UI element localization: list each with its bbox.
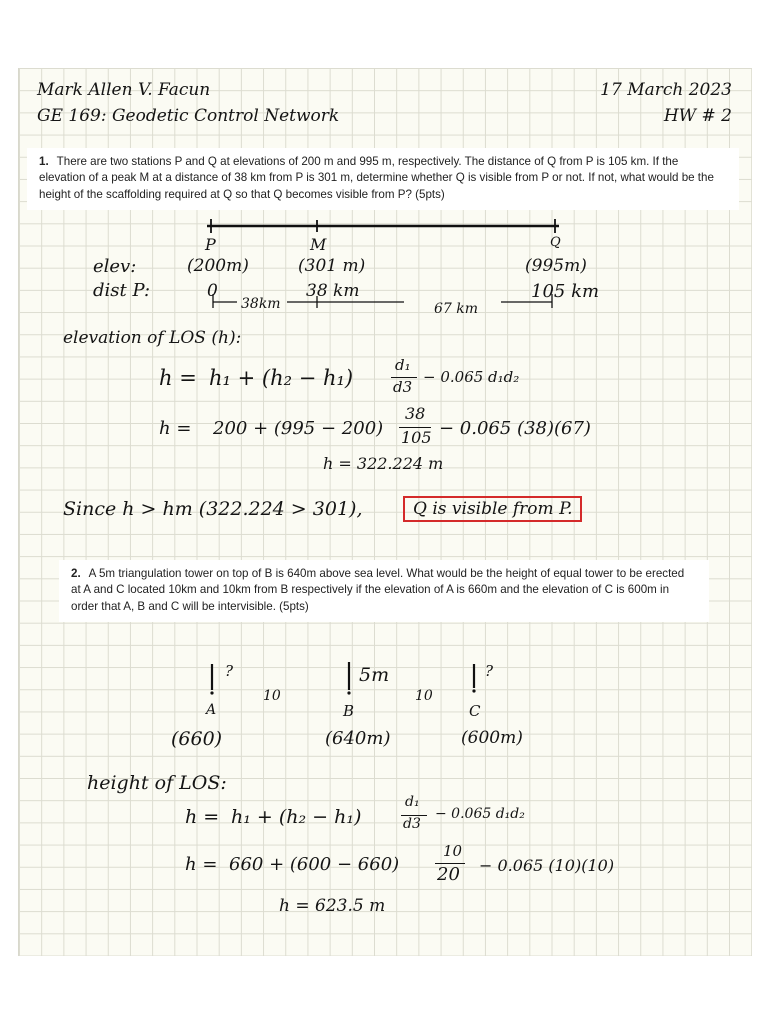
notebook-page: [18, 68, 752, 956]
course-title: GE 169: Geodetic Control Network: [37, 106, 340, 126]
formula-2-tail: − 0.065 d₁d₂: [435, 806, 525, 822]
station-m-label: M: [310, 235, 327, 254]
dist-p: 0: [207, 281, 218, 301]
problem-1-text: There are two stations P and Q at elevations of 200 m and 995 m, respectively. The distance of Q from P is 105 km. If the elevation of a peak M at a distance of 38 km from P is 301 m, determine whether Q is visible from P or not. If not, what would be the height of the scaffolding required at Q so that Q becomes visible from P? (5pts): [39, 155, 714, 201]
elev-a: (660): [171, 728, 223, 750]
elev-row-label: elev:: [93, 256, 137, 277]
dist-m: 38 km: [306, 281, 360, 301]
substitution-2-numerator: 10: [443, 842, 463, 860]
solution-2-heading: height of LOS:: [87, 772, 227, 794]
problem-2: [59, 560, 709, 622]
substitution-tail: − 0.065 (38)(67): [439, 418, 591, 439]
solution-2-result: h = 623.5 m: [279, 896, 386, 916]
elev-q: (995m): [525, 256, 587, 276]
problem-2-number: 2.: [71, 567, 81, 580]
dist-row-label: dist P:: [93, 280, 151, 301]
formula-2-main: h₁ + (h₂ − h₁): [231, 806, 362, 828]
formula-numerator: d₁: [395, 356, 411, 374]
problem-2-text: A 5m triangulation tower on top of B is 640m above sea level. What would be the height of equal tower to be erected at A and C located 10km and 10km from B respectively if the elevation of A is 660m and the elevation of C is 600m in order that A, B and C will be intervisible. (5pts): [71, 567, 685, 613]
segment-pm-distance: 38km: [241, 296, 281, 312]
elev-p: (200m): [187, 256, 249, 276]
substitution-lhs: h =: [159, 418, 192, 439]
formula-denominator: d3: [393, 378, 413, 396]
problem-1-number: 1.: [39, 155, 49, 168]
station-b-label: B: [343, 702, 355, 720]
dist-q: 105 km: [531, 281, 600, 302]
solution-1-result: h = 322.224 m: [323, 454, 444, 473]
date: 17 March 2023: [600, 80, 732, 100]
formula-tail: − 0.065 d₁d₂: [423, 368, 520, 386]
formula-2-numerator: d₁: [405, 794, 420, 810]
tower-b-height: 5m: [359, 664, 390, 686]
segment-mq-distance: 67 km: [434, 301, 479, 317]
station-p-label: P: [205, 235, 216, 254]
formula-lhs: h =: [159, 366, 197, 390]
distance-bc: 10: [415, 688, 433, 704]
substitution-2-denominator: 20: [437, 864, 460, 885]
problem-1: [27, 148, 739, 210]
station-a-label: A: [206, 702, 217, 718]
substitution-2-tail: − 0.065 (10)(10): [479, 856, 615, 875]
formula-main: h₁ + (h₂ − h₁): [209, 366, 354, 390]
substitution-main: 200 + (995 − 200): [213, 418, 384, 439]
distance-ab: 10: [263, 688, 281, 704]
elev-c: (600m): [461, 728, 523, 748]
tower-a-height: ?: [225, 662, 234, 680]
assignment-label: HW # 2: [663, 106, 732, 126]
station-c-label: C: [469, 702, 481, 720]
answer-box: Q is visible from P.: [403, 496, 582, 522]
formula-2-lhs: h =: [185, 806, 220, 828]
substitution-denominator: 105: [401, 428, 432, 447]
elev-m: (301 m): [298, 256, 366, 276]
solution-1-conclusion: Since h > hm (322.224 > 301),: [63, 498, 363, 520]
author-name: Mark Allen V. Facun: [37, 80, 211, 100]
elev-b: (640m): [325, 728, 391, 749]
substitution-2-lhs: h =: [185, 854, 218, 875]
formula-2-denominator: d3: [403, 816, 421, 832]
substitution-2-main: 660 + (600 − 660): [229, 854, 400, 875]
solution-1-heading: elevation of LOS (h):: [63, 328, 242, 348]
tower-c-height: ?: [485, 662, 494, 680]
substitution-numerator: 38: [405, 404, 426, 423]
station-q-label: Q: [550, 235, 561, 250]
